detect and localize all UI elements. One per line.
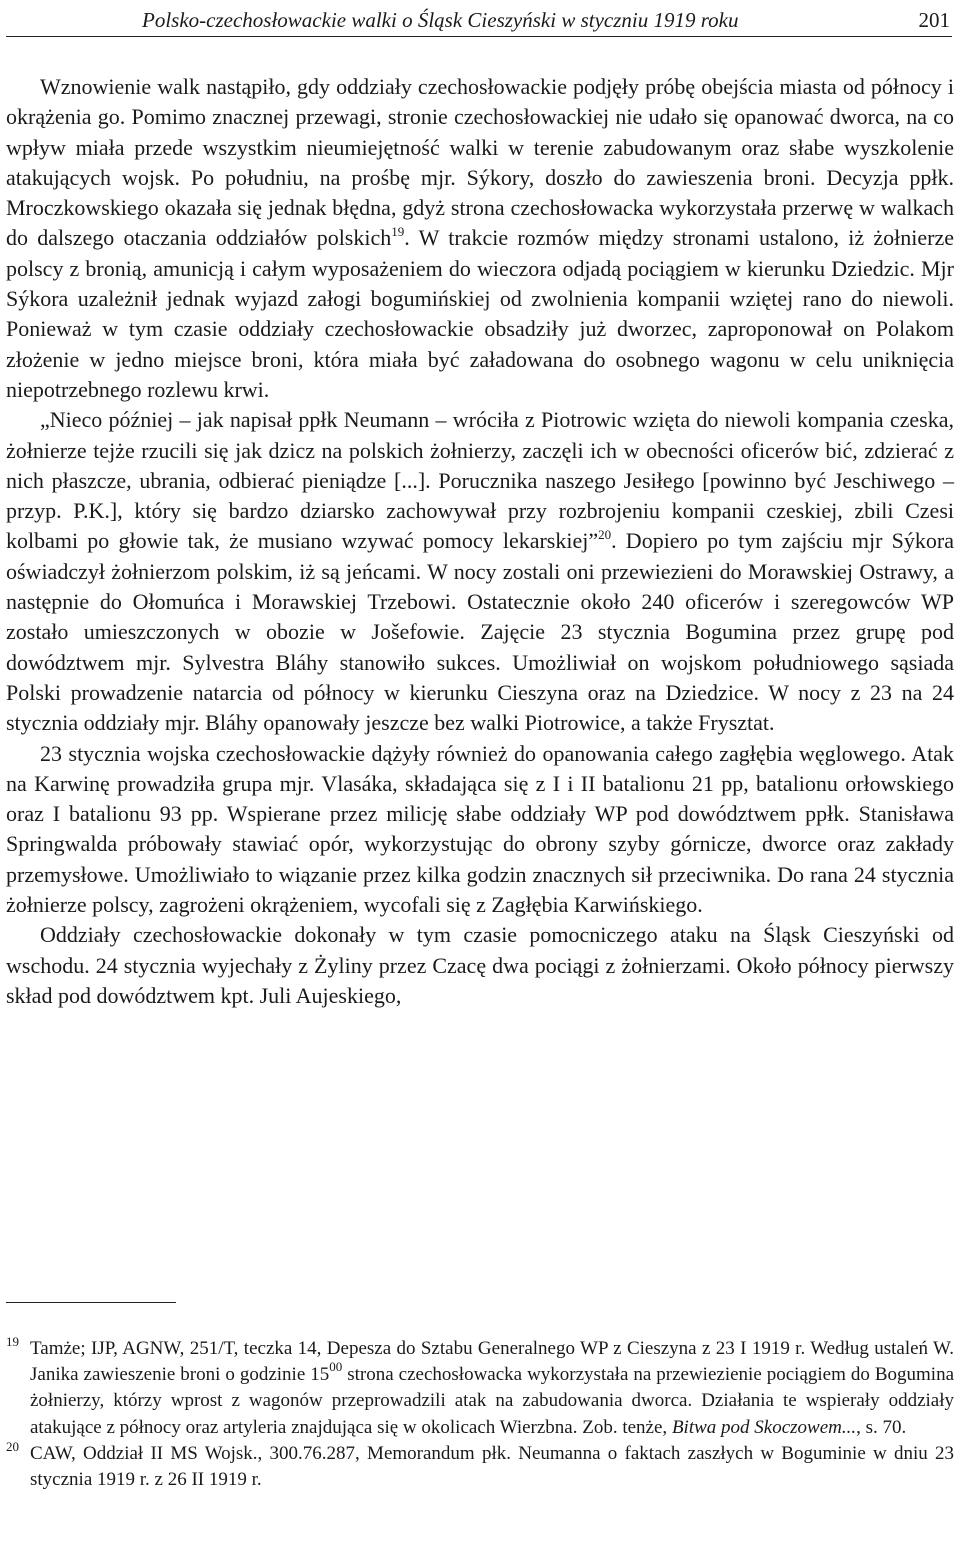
footnote-20-text: CAW, Oddział II MS Wojsk., 300.76.287, Memorandum płk. Neumanna o faktach zaszłych w Boguminie w dniu 23 stycznia 1919 r. z 26 II 1919 r. <box>30 1442 954 1491</box>
running-title: Polsko-czechosłowackie walki o Śląsk Cieszyński w styczniu 1919 roku <box>142 8 739 32</box>
paragraph-1-text-b: . W trakcie rozmów między stronami ustalono, iż żołnierze polscy z bronią, amunicją i całym wyposażeniem do wieczora odjadą pociągiem w kierunku Dziedzic. Mjr Sýkora uzależnił jednak wyjazd załogi bogumińskiej od zwolnienia kompanii wziętej rano do niewoli. Ponieważ w tym czasie oddziały czechosłowackie obsadziły już dworzec, zaproponował on Polakom złożenie w jedno miejsce broni, która miała być załadowana do osobnego wagonu w celu uniknięcia niepotrzebnego rozlewu krwi. <box>6 225 954 402</box>
footnote-19-number: 19 <box>6 1334 19 1349</box>
footnote-19-superscript: 00 <box>329 1359 343 1375</box>
footnote-20-number: 20 <box>6 1438 19 1454</box>
page-number: 201 <box>918 8 950 32</box>
paragraph-1-text-a: Wznowienie walk nastąpiło, gdy oddziały czechosłowackie podjęły próbę obejścia miasta od północy i okrążenia go. Pomimo znacznej przewagi, stronie czechosłowackiej nie udało się opanować dworca, na co wpływ miała przede wszystkim nieumiejętność walki w terenie zabudowanym oraz słabe wyszkolenie atakujących wojsk. Po południu, na prośbę mjr. Sýkory, doszło do zawieszenia broni. Decyzja ppłk. Mroczkowskiego okazała się jednak błędna, gdyż strona czechosłowacka wykorzystała przerwę w walkach do dalszego otaczania oddziałów polskich <box>6 74 954 251</box>
footnotes <box>6 1336 954 1493</box>
paragraph-2-text-b: . Dopiero po tym zajściu mjr Sýkora oświadczył żołnierzom polskim, iż są jeńcami. W nocy zostali oni przewiezieni do Morawskiej Ostrawy, a następnie do Ołomuńca i Morawskiej Trzebowi. Ostatecznie około 240 oficerów i szeregowców WP zostało umieszczonych w obozie w Jošefowie. Zajęcie 23 stycznia Bogumina przez grupę pod dowództwem mjr. Sylvestra Bláhy stanowiło sukces. Umożliwiał on wojskom południowego sąsiada Polski prowadzenie natarcia od północy w kierunku Cieszyna oraz na Dziedzice. W nocy z 23 na 24 stycznia oddziały mjr. Bláhy opanowały jeszcze bez walki Piotrowice, a także Frysztat. <box>6 528 954 736</box>
footnote-19-text-c: , s. 70. <box>856 1416 907 1438</box>
footnote-separator <box>6 1302 176 1303</box>
paragraph-2-text-a: „Nieco później – jak napisał ppłk Neumann – wróciła z Piotrowic wzięta do niewoli kompania czeska, żołnierze tejże rzucili się jak dzicz na polskich żołnierzy, zaczęli ich w obecności oficerów bić, zdzierać z nich płaszcze, ubrania, odbierać pieniądze [...]. Porucznika naszego Jesiłego [powinno być Jeschiwego – przyp. P.K.], który się bardzo dziarsko zachowywał przy rozbrojeniu kompanii czeskiej, zbili Czesi kolbami po głowie tak, że musiano wzywać pomocy lekarskiej” <box>6 407 954 554</box>
paragraph-1 <box>6 72 954 405</box>
footnote-19-book-title: Bitwa pod Skoczowem... <box>671 1416 857 1438</box>
footnote-ref-19[interactable]: 19 <box>391 224 405 240</box>
paragraph-4: Oddziały czechosłowackie dokonały w tym czasie pomocniczego ataku na Śląsk Cieszyński od wschodu. 24 stycznia wyjechały z Żyliny przez Czacę dwa pociągi z żołnierzami. Około północy pierwszy skład pod dowództwem kpt. Juli Aujeskiego, <box>6 922 954 1008</box>
page-header <box>6 2 952 37</box>
footnote-ref-20[interactable]: 20 <box>598 527 612 543</box>
paragraph-2 <box>6 405 954 738</box>
footnote-20 <box>6 1438 954 1493</box>
paragraph-3: 23 stycznia wojska czechosłowackie dążyły również do opanowania całego zagłębia węglowego. Atak na Karwinę prowadziła grupa mjr. Vlasáka, składająca się z I i II batalionu 21 pp, batalionu orłowskiego oraz I batalionu 93 pp. Wspierane przez milicję słabe oddziały WP pod dowództwem ppłk. Stanisława Springwalda próbowały stawiać opór, wykorzystując do obrony szyby górnicze, dworce oraz zakłady przemysłowe. Umożliwiało to wiązanie przez kilka godzin znacznych sił przeciwnika. Do rana 24 stycznia żołnierze polscy, zagrożeni okrążeniem, wycofali się z Zagłębia Karwińskiego. <box>6 740 954 918</box>
footnote-19-text-b: strona czechosłowacka wykorzystała na przewiezienie pociągiem do Bogumina żołnierzy, którzy wprost z wagonów przeprowadzili atak na zabudowania dworca. Działania te wspierały oddziały atakujące z północy oraz artyleria znajdująca się w okolicach Wierzbna. Zob. tenże, <box>30 1364 955 1438</box>
footnote-19-text-a: Tamże; IJP, AGNW, 251/T, teczka 14, Depesza do Sztabu Generalnego WP z Cieszyna z 23 I 1919 r. Według ustaleń W. Janika zawieszenie broni o godzinie 15 <box>30 1338 954 1386</box>
main-text <box>6 72 954 1011</box>
footnote-19 <box>6 1336 954 1441</box>
